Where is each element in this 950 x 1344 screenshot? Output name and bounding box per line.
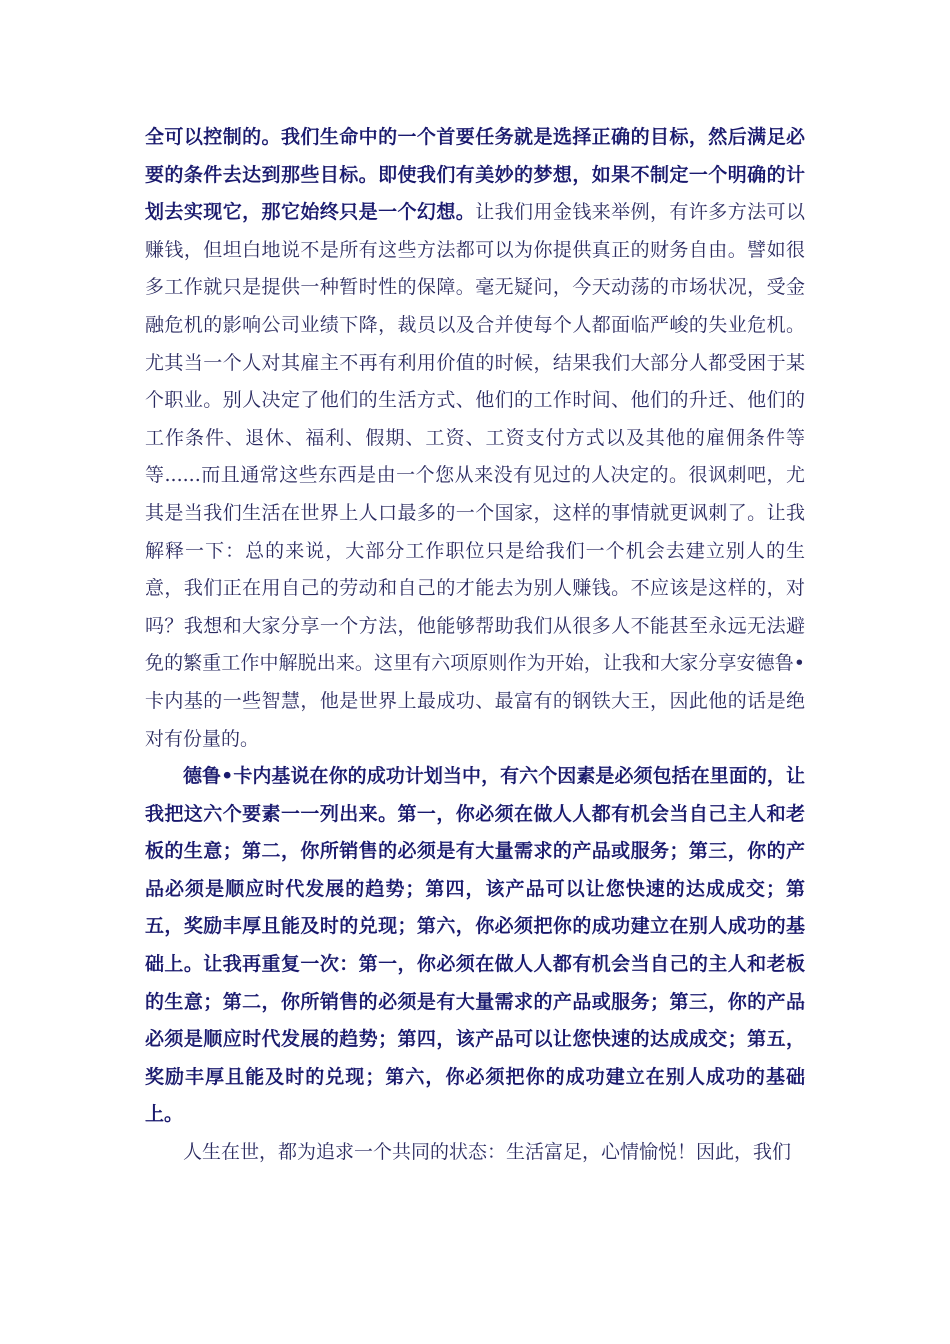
- paragraph-3: 人生在世，都为追求一个共同的状态：生活富足，心情愉悦！因此，我们: [183, 1141, 792, 1164]
- paragraph-1: [145, 119, 805, 758]
- paragraph-1-normal-text: 让我们用金钱来举例，有许多方法可以赚钱，但坦白地说不是所有这些方法都可以为你提供真正的财务自由。譬如很多工作就只是提供一种暂时性的保障。毫无疑问，今天动荡的市场状况，受金融危机的影响公司业绩下降，裁员以及合并使每个人都面临严峻的失业危机。尤其当一个人对其雇主不再有利用价值的时候，结果我们大部分人都受困于某个职业。别人决定了他们的生活方式、他们的工作时间、他们的升迁、他们的工作条件、退休、福利、假期、工资、工资支付方式以及其他的雇佣条件等等......而且通常这些东西是由一个您从来没有见过的人决定的。很讽刺吧，尤其是当我们生活在世界上人口最多的一个国家，这样的事情就更讽刺了。让我解释一下：总的来说，大部分工作职位只是给我们一个机会去建立别人的生意，我们正在用自己的劳动和自己的才能去为别人赚钱。不应该是这样的，对吗？我想和大家分享一个方法，他能够帮助我们从很多人不能甚至永远无法避免的繁重工作中解脱出来。这里有六项原则作为开始，让我和大家分享安德鲁•卡内基的一些智慧，他是世界上最成功、最富有的钢铁大王，因此他的话是绝对有份量的。: [145, 201, 805, 750]
- paragraph-1-bold-text: 全可以控制的。我们生命中的一个首要任务就是选择正确的目标，然后满足必要的条件去达到那些目标。即使我们有美妙的梦想，如果不制定一个明确的计划去实现它，那它始终只是一个幻想。: [145, 126, 805, 224]
- paragraph-2: 德鲁•卡内基说在你的成功计划当中，有六个因素是必须包括在里面的，让我把这六个要素一一列出来。第一，你必须在做人人都有机会当自己主人和老板的生意；第二，你所销售的必须是有大量需求的产品或服务；第三，你的产品必须是顺应时代发展的趋势；第四，该产品可以让您快速的达成成交；第五，奖励丰厚且能及时的兑现；第六，你必须把你的成功建立在别人成功的基础上。让我再重复一次：第一，你必须在做人人都有机会当自己的主人和老板的生意；第二，你所销售的必须是有大量需求的产品或服务；第三，你的产品必须是顺应时代发展的趋势；第四，该产品可以让您快速的达成成交；第五，奖励丰厚且能及时的兑现；第六，你必须把你的成功建立在别人成功的基础上。: [145, 765, 805, 1126]
- document-body: [145, 119, 805, 1172]
